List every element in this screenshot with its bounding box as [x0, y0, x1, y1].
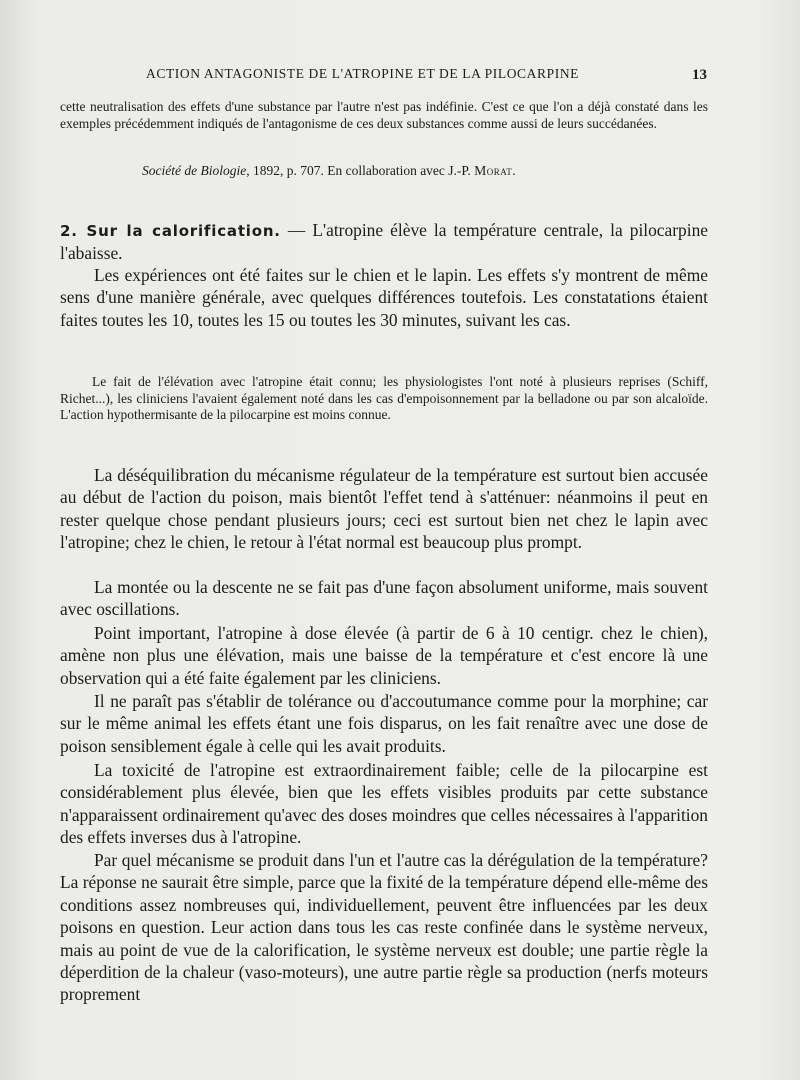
paragraph-toxicite: La toxicité de l'atropine est extraordinairement faible; celle de la pilocarpine est considérablement plus élevée, bien que les effets visibles produits par cette substance n'apparaissent ordinairement qu'avec des doses moindres que celles nécessaires à l'apparition des effets inverses dus à l'atropine.	[60, 760, 708, 848]
page-header	[0, 66, 800, 90]
paragraph-experiments: Les expériences ont été faites sur le chien et le lapin. Les effets s'y montrent de même sens d'une manière générale, avec quelques différences toutefois. Les constatations étaient faites toutes les 10, toutes les 15 ou toutes les 30 minutes, suivant les cas.	[60, 265, 708, 330]
running-title: ACTION ANTAGONISTE DE L'ATROPINE ET DE LA PILOCARPINE	[146, 66, 580, 81]
paragraph-oscillations: La montée ou la descente ne se fait pas d'une façon absolument uniforme, mais souvent avec oscillations.	[60, 577, 708, 620]
note-paragraph: Le fait de l'élévation avec l'atropine était connu; les physiologistes l'ont noté à plusieurs reprises (Schiff, Richet...), les cliniciens l'avaient également noté dans les cas d'empoisonnement par la belladone ou par son alcaloïde. L'action hypothermisante de la pilocarpine est moins connue.	[60, 374, 708, 422]
paragraph-dose-elevee: Point important, l'atropine à dose élevée (à partir de 6 à 10 centigr. chez le chien), amène non plus une élévation, mais une baisse de la température et c'est encore là une observation qui a été faite également par les cliniciens.	[60, 623, 708, 688]
citation-details: , 1892, p. 707. En collaboration avec J.-P.	[246, 163, 475, 178]
citation	[142, 163, 516, 179]
citation-author: Morat.	[474, 163, 517, 178]
section-lead-paragraph	[60, 219, 708, 265]
paragraph-mecanisme: Par quel mécanisme se produit dans l'un et l'autre cas la dérégulation de la température? La réponse ne saurait être simple, parce que la fixité de la température dépend elle-même des conditions assez nombreuses qui, individuellement, peuvent être influencées par les deux poisons en question. Leur action dans tous les cas reste confinée dans le système nerveux, mais au point de vue de la calorification, le système nerveux est double; une partie règle la déperdition de la chaleur (vaso-moteurs), une autre partie règle sa production (nerfs moteurs proprement	[60, 850, 708, 1005]
paragraph-tolerance: Il ne paraît pas s'établir de tolérance ou d'accoutumance comme pour la morphine; car sur le même animal les effets étant une fois disparus, on les fait renaître avec une dose de poison sensiblement égale à celle qui les avait produits.	[60, 691, 708, 756]
paragraph-desequilibration: La déséquilibration du mécanisme régulateur de la température est surtout bien accusée au début de l'action du poison, mais bientôt l'effet tend à s'atténuer: néanmoins il peut en rester quelque chose pendant plusieurs jours; ceci est surtout bien net chez le lapin avec l'atropine; chez le chien, le retour à l'état normal est beaucoup plus prompt.	[60, 465, 708, 553]
intro-paragraph: cette neutralisation des effets d'une substance par l'autre n'est pas indéfinie. C'est ce que l'on a déjà constaté dans les exemples précédemment indiqués de l'antagonisme de ces deux substances comme aussi de leurs succédanées.	[60, 99, 708, 131]
page-number: 13	[692, 67, 707, 83]
section-lead-text: L'atropine élève la température centrale, la pilocarpine l'abaisse.	[60, 220, 708, 264]
section-dash: —	[280, 220, 313, 240]
section-heading: 2. Sur la calorification.	[60, 222, 281, 240]
citation-journal: Société de Biologie	[142, 163, 247, 178]
